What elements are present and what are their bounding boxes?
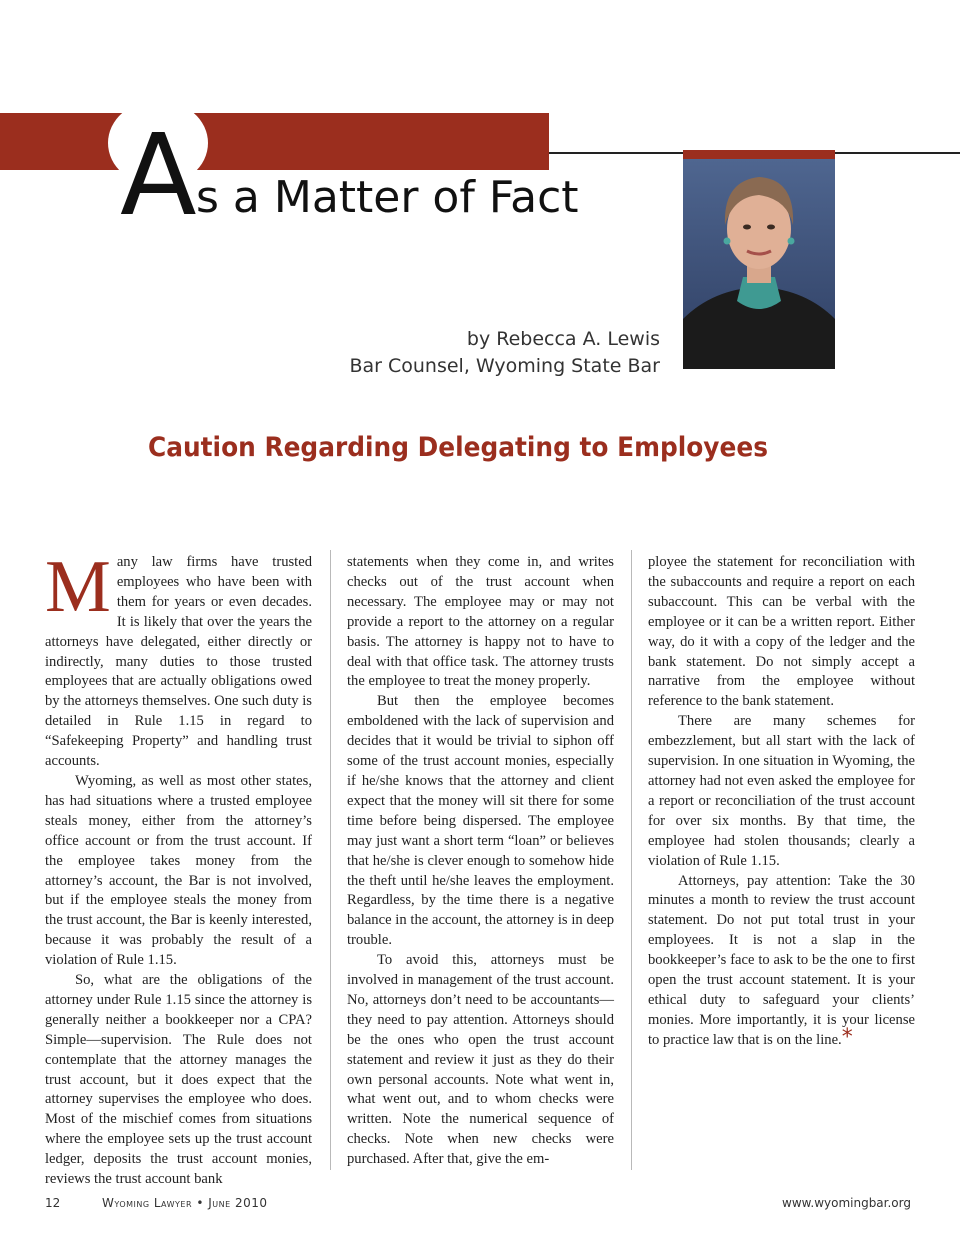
author-photo [683,159,835,369]
page-title: s a Matter of Fact [196,172,579,223]
drop-cap: M [45,546,111,628]
header-red-bar [0,113,549,170]
photo-accent-bar [683,150,835,159]
title-big-letter: A [120,111,197,241]
byline-author: by Rebecca A. Lewis [466,328,660,350]
byline-role: Bar Counsel, Wyoming State Bar [349,355,660,377]
website-link[interactable]: www.wyomingbar.org [782,1196,911,1210]
article-column-2 [347,553,614,1170]
paragraph: There are many schemes for embezzlement, but all start with the lack of supervision. In one situation in Wyoming, the attorney had not even asked the employee for a report or reconciliation of the trust account for over six months. By that time, the employee had stolen thousands; clearly a violation of Rule 1.15. [648,713,915,869]
page-number: 12 [45,1196,61,1210]
paragraph [45,546,312,772]
paragraph [648,872,915,1051]
column-divider [631,550,632,1170]
article-column-3 [648,553,915,1051]
paragraph: ployee the statement for reconciliation with the subaccounts and require a report on each subaccount. This can be verbal with the employee or it can be a written report. Either way, do it with a copy of the ledger and the bank statement. Do not simply accept a narrative from the employee without reference to the bank statement. [648,554,915,710]
byline [349,326,660,380]
article-column-1 [45,546,312,1190]
paragraph: But then the employee becomes emboldened with the lack of supervision and decides that it would be trivial to siphon off some of the trust account monies, especially if he/she knows that the attorney and client expect that the money will sit there for some time before being dispersed. The employee may just want a short term “loan” or believes that he/she is clever enough to somehow hide the theft until he/she leaves the employment. Regardless, by the time there is a negative balance in the account, the attorney is in deep trouble. [347,693,614,949]
end-mark-icon: * [841,1024,853,1050]
paragraph: Wyoming, as well as most other states, has had situations where a trusted employee steals money, either from the attorney’s office account or from the trust account. If the employee takes money from the attorney’s account, the Bar is not involved, but if the employee steals the money from the trust account, the Bar is keenly interested, because it was probably the result of a violation of Rule 1.15. [45,772,312,969]
paragraph: To avoid this, attorneys must be involved in management of the trust account. No, attorneys don’t need to be accountants—they need to pay attention. Attorneys should be the ones who open the trust account statement and review it just as they do their own personal accounts. Note what went in, what went out, and to whom checks were written. Note the numerical sequence of checks. Note when new checks were purchased. After that, give the em- [347,952,614,1168]
column-divider [330,550,331,1170]
article-subtitle: Caution Regarding Delegating to Employees [148,432,768,463]
portrait-illustration [683,159,835,369]
publication-info: Wyoming Lawyer • June 2010 [102,1196,268,1210]
paragraph-text: Attorneys, pay attention: Take the 30 minutes a month to review the trust account statement. Do not put total trust in your employees. It is not a slap in the bookkeeper’s face to ask to be the one to first open the trust account statement. It is your ethical duty to safeguard your clients’ monies. More importantly, it is your license to practice law that is on the line. [648,872,915,1048]
paragraph-text: any law firms have trusted employees who have been with them for years or even decades. It is likely that over the years the attorneys have delegated, either directly or indirectly, many duties to those trusted employees that are actually obligations owed by the attorneys themselves. One such duty is detailed in Rule 1.15 in regard to “Safekeeping Property” and handling trust accounts. [45,554,312,770]
paragraph: statements when they come in, and writes checks out of the trust account when necessary. The employee may or may not provide a report to the attorney on a regular basis. The attorney is happy not to have to deal with that office task. The attorney trusts the employee to treat the money properly. [347,554,614,690]
paragraph: So, what are the obligations of the attorney under Rule 1.15 since the attorney is generally neither a bookkeeper nor a CPA? Simple—supervision. The Rule does not contemplate that the attorney manages the trust account, but it does expect that the attorney supervises the employee who does. Most of the mischief comes from situations where the employee sets up the trust account ledger, deposits the trust account monies, reviews the trust account bank [45,972,312,1188]
